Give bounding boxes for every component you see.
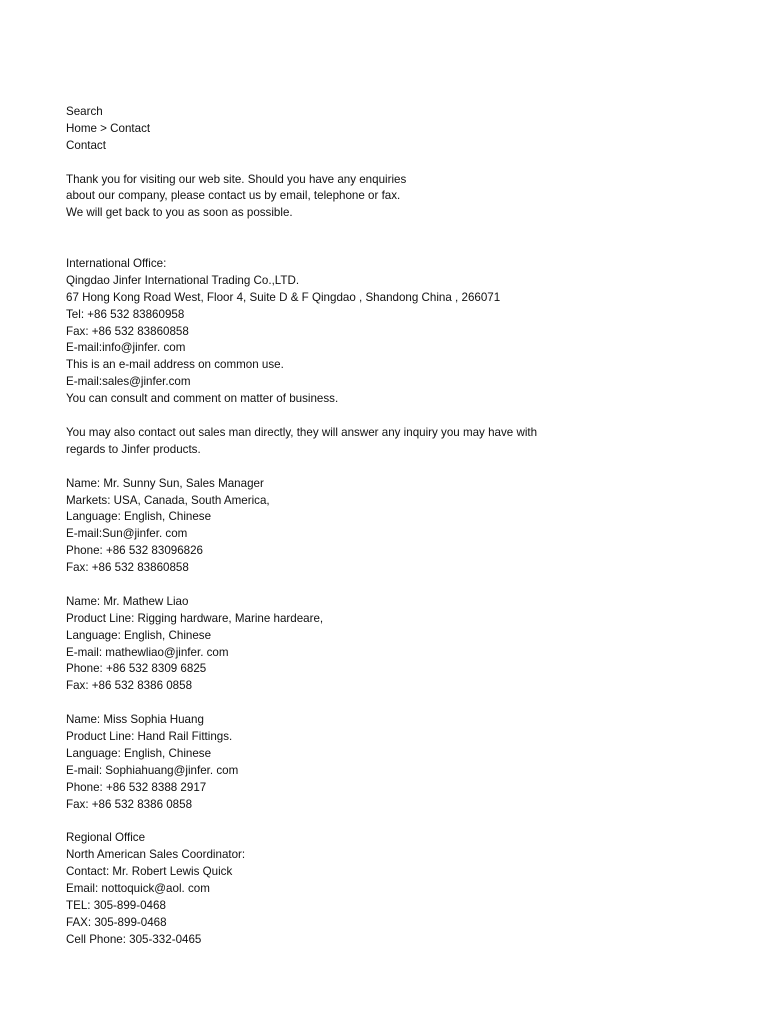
regional-fax: FAX: 305-899-0468 (66, 915, 167, 929)
sales-intro-line: You may also contact out sales man directly, they will answer any inquiry you may have with (66, 425, 538, 439)
contact-language: Language: English, Chinese (66, 510, 212, 524)
spacer (66, 222, 726, 256)
office-email-info-note: This is an e-mail address on common use. (66, 358, 284, 372)
sales-intro-line: regards to Jinfer products. (66, 442, 201, 456)
section-heading: International Office: (66, 257, 167, 271)
contact-language: Language: English, Chinese (66, 746, 212, 760)
regional-role: North American Sales Coordinator: (66, 848, 246, 862)
contact-name: Name: Mr. Sunny Sun, Sales Manager (66, 476, 264, 490)
intro-line: about our company, please contact us by email, telephone or fax. (66, 189, 401, 203)
spacer (66, 695, 726, 712)
company-address: 67 Hong Kong Road West, Floor 4, Suite D & F Qingdao , Shandong China , 266071 (66, 290, 501, 304)
company-name: Qingdao Jinfer International Trading Co.,LTD. (66, 273, 300, 287)
contact-language: Language: English, Chinese (66, 628, 212, 642)
intro-line: We will get back to you as soon as possible. (66, 206, 293, 220)
intro-line: Thank you for visiting our web site. Should you have any enquiries (66, 172, 407, 186)
spacer (66, 155, 726, 172)
spacer (66, 408, 726, 425)
contact-email[interactable]: E-mail: mathewliao@jinfer. com (66, 645, 229, 659)
search-link[interactable]: Search (66, 105, 103, 118)
regional-contact: Contact: Mr. Robert Lewis Quick (66, 865, 233, 879)
spacer (66, 813, 726, 830)
breadcrumb[interactable]: Home > Contact (66, 121, 151, 135)
contact-phone: Phone: +86 532 8388 2917 (66, 780, 207, 794)
page-title: Contact (66, 138, 106, 152)
contact-fax: Fax: +86 532 83860858 (66, 561, 189, 575)
regional-office-section (66, 830, 726, 948)
contact-email[interactable]: E-mail: Sophiahuang@jinfer. com (66, 763, 239, 777)
contact-card-sophia-huang (66, 712, 726, 813)
contact-fax: Fax: +86 532 8386 0858 (66, 679, 193, 693)
contact-email[interactable]: E-mail:Sun@jinfer. com (66, 527, 188, 541)
contact-card-mathew-liao (66, 594, 726, 695)
section-heading: Regional Office (66, 831, 146, 845)
intro-paragraph (66, 172, 726, 223)
contact-detail: Product Line: Rigging hardware, Marine hardeare, (66, 611, 324, 625)
office-fax: Fax: +86 532 83860858 (66, 324, 189, 338)
spacer (66, 459, 726, 476)
office-email-sales-note: You can consult and comment on matter of business. (66, 392, 339, 406)
regional-cell: Cell Phone: 305-332-0465 (66, 932, 202, 946)
regional-tel: TEL: 305-899-0468 (66, 898, 166, 912)
sales-intro-paragraph (66, 425, 726, 459)
contact-detail: Markets: USA, Canada, South America, (66, 493, 270, 507)
office-email-info[interactable]: E-mail:info@jinfer. com (66, 341, 186, 355)
contact-detail: Product Line: Hand Rail Fittings. (66, 729, 233, 743)
office-tel: Tel: +86 532 83860958 (66, 307, 185, 321)
contact-phone: Phone: +86 532 8309 6825 (66, 662, 207, 676)
contact-page (66, 104, 726, 949)
spacer (66, 577, 726, 594)
contact-card-sunny-sun (66, 476, 726, 577)
regional-email[interactable]: Email: nottoquick@aol. com (66, 881, 210, 895)
office-email-sales[interactable]: E-mail:sales@jinfer.com (66, 375, 191, 389)
contact-name: Name: Miss Sophia Huang (66, 713, 204, 727)
contact-phone: Phone: +86 532 83096826 (66, 544, 204, 558)
international-office-section (66, 256, 726, 408)
contact-name: Name: Mr. Mathew Liao (66, 594, 189, 608)
contact-fax: Fax: +86 532 8386 0858 (66, 797, 193, 811)
